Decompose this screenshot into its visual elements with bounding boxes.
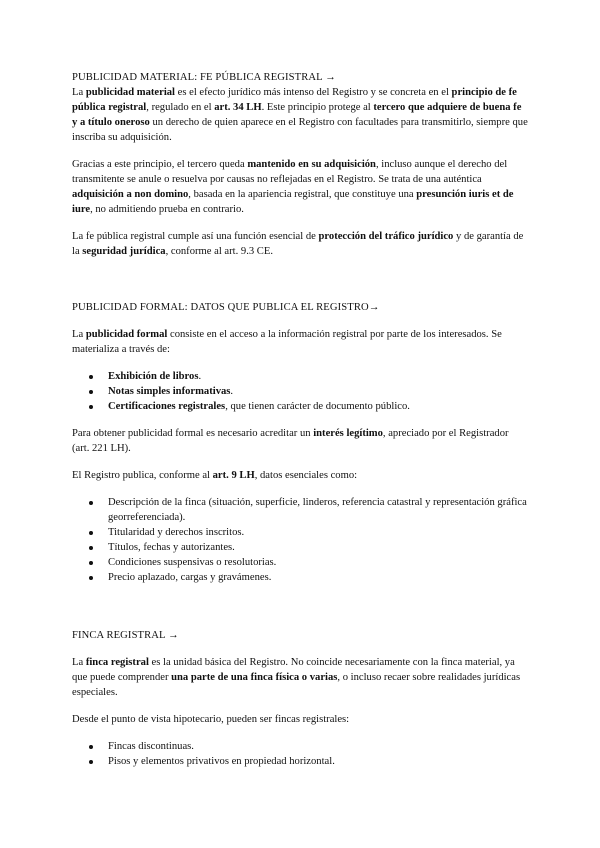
bold-text: art. 9 LH bbox=[212, 470, 255, 481]
text-run: , datos esenciales como: bbox=[254, 470, 358, 481]
section-finca-registral bbox=[72, 628, 528, 769]
text-run: , que tienen carácter de documento público. bbox=[225, 401, 410, 412]
bold-text: adquisición a non domino bbox=[72, 189, 189, 200]
text-run: El Registro publica, conforme al bbox=[72, 470, 213, 481]
text-run: La bbox=[72, 657, 86, 668]
bold-text: publicidad formal bbox=[85, 329, 168, 340]
list-item bbox=[72, 555, 528, 570]
text-run: Desde el punto de vista hipotecario, pueden ser fincas registrales: bbox=[72, 714, 350, 725]
paragraph bbox=[72, 712, 528, 727]
bold-text: art. 34 LH bbox=[214, 102, 262, 113]
text-run: . bbox=[230, 386, 234, 397]
bold-text: interés legítimo bbox=[313, 428, 383, 439]
bullet-icon bbox=[89, 760, 93, 764]
paragraph bbox=[72, 327, 528, 357]
bold-text: Exhibición de libros bbox=[108, 371, 199, 382]
bullet-icon bbox=[89, 745, 93, 749]
list-item bbox=[72, 495, 528, 525]
bold-text: publicidad material bbox=[85, 87, 176, 98]
paragraph bbox=[72, 468, 528, 483]
list-item bbox=[72, 540, 528, 555]
bold-text: finca registral bbox=[85, 657, 149, 668]
bullet-list bbox=[72, 495, 528, 585]
paragraph bbox=[72, 229, 528, 259]
text-run: , conforme al art. 9.3 CE. bbox=[165, 246, 273, 257]
bullet-icon bbox=[89, 561, 93, 565]
bold-text: mantenido en su adquisición bbox=[247, 159, 376, 170]
list-item bbox=[72, 570, 528, 585]
section-publicidad-formal bbox=[72, 300, 528, 585]
bold-text: una parte de una finca física o varias bbox=[171, 672, 338, 683]
section-heading: FINCA REGISTRAL → bbox=[72, 630, 179, 641]
bold-text: seguridad jurídica bbox=[82, 246, 166, 257]
bold-text: Certificaciones registrales bbox=[108, 401, 226, 412]
text-run: un derecho de quien aparece en el Registro con facultades para transmitirlo, siempre que inscriba su adquisición. bbox=[72, 117, 528, 143]
section-heading: PUBLICIDAD FORMAL: DATOS QUE PUBLICA EL REGISTRO→ bbox=[72, 302, 380, 313]
bullet-list bbox=[72, 739, 528, 769]
bold-text: principio de fe pública registral bbox=[72, 87, 517, 113]
text-run: es el efecto jurídico más intenso del Registro y se concreta en el bbox=[175, 87, 452, 98]
bold-text: protección del tráfico jurídico bbox=[318, 231, 454, 242]
paragraph bbox=[72, 85, 528, 145]
text-run: , basada en la apariencia registral, que constituye una bbox=[188, 189, 417, 200]
list-item bbox=[72, 525, 528, 540]
text-run: , no admitiendo prueba en contrario. bbox=[90, 204, 244, 215]
bullet-icon bbox=[89, 531, 93, 535]
text-run: La bbox=[72, 329, 86, 340]
bold-text: Notas simples informativas bbox=[108, 386, 231, 397]
text-run: Títulos, fechas y autorizantes. bbox=[108, 542, 235, 553]
paragraph bbox=[72, 426, 528, 456]
text-run: y de garantía de la bbox=[72, 231, 524, 257]
text-run: . Este principio protege al bbox=[261, 102, 374, 113]
text-run: , apreciado por el Registrador (art. 221 LH). bbox=[72, 428, 509, 454]
text-run: Pisos y elementos privativos en propiedad horizontal. bbox=[108, 756, 335, 767]
text-run: . bbox=[198, 371, 202, 382]
text-run: La bbox=[72, 87, 86, 98]
bold-text: presunción iuris et de iure bbox=[72, 189, 514, 215]
bullet-icon bbox=[89, 390, 93, 394]
text-run: consiste en el acceso a la información registral por parte de los interesados. Se materializa a través de: bbox=[72, 329, 502, 355]
list-item bbox=[72, 754, 528, 769]
bullet-list bbox=[72, 369, 528, 414]
text-run: Para obtener publicidad formal es necesario acreditar un bbox=[72, 428, 314, 439]
list-item bbox=[72, 369, 528, 384]
list-item bbox=[72, 739, 528, 754]
bullet-icon bbox=[89, 576, 93, 580]
text-run: Fincas discontinuas. bbox=[108, 741, 194, 752]
text-run: , regulado en el bbox=[146, 102, 215, 113]
bullet-icon bbox=[89, 405, 93, 409]
text-run: , incluso aunque el derecho del transmitente se anule o resuelva por causas no reflejadas en el Registro. Se trata de una auténtica bbox=[72, 159, 508, 185]
paragraph bbox=[72, 157, 528, 217]
paragraph bbox=[72, 655, 528, 700]
bullet-icon bbox=[89, 501, 93, 505]
text-run: Descripción de la finca (situación, superficie, linderos, referencia catastral y representación gráfica georreferenciada). bbox=[108, 497, 527, 523]
bullet-icon bbox=[89, 375, 93, 379]
section-heading: PUBLICIDAD MATERIAL: FE PÚBLICA REGISTRAL → bbox=[72, 72, 336, 83]
text-run: Gracias a este principio, el tercero queda bbox=[72, 159, 248, 170]
text-run: La fe pública registral cumple así una función esencial de bbox=[72, 231, 319, 242]
text-run: Condiciones suspensivas o resolutorias. bbox=[108, 557, 277, 568]
text-run: Precio aplazado, cargas y gravámenes. bbox=[108, 572, 272, 583]
bold-text: tercero que adquiere de buena fe y a título oneroso bbox=[72, 102, 522, 128]
list-item bbox=[72, 384, 528, 399]
text-run: es la unidad básica del Registro. No coincide necesariamente con la finca material, ya que puede comprender bbox=[72, 657, 515, 683]
list-item bbox=[72, 399, 528, 414]
section-publicidad-material bbox=[72, 70, 528, 271]
text-run: , o incluso recaer sobre realidades jurídicas especiales. bbox=[72, 672, 521, 698]
text-run: Titularidad y derechos inscritos. bbox=[108, 527, 245, 538]
bullet-icon bbox=[89, 546, 93, 550]
